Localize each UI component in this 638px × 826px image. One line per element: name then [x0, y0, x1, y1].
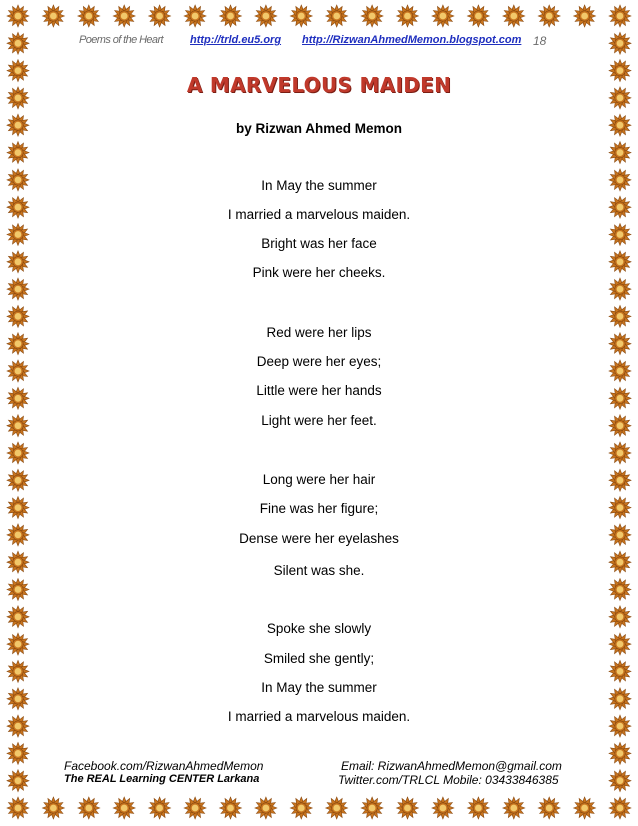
poem-line: In May the summer: [261, 680, 377, 695]
footer-organization: The REAL Learning CENTER Larkana: [64, 773, 260, 785]
poem-byline: by Rizwan Ahmed Memon: [235, 121, 402, 136]
poem-line: Long were her hair: [262, 472, 376, 487]
poem-title: A MARVELOUS MAIDEN: [186, 73, 452, 97]
poem-line: Light were her feet.: [261, 413, 377, 428]
poem-line: Deep were her eyes;: [256, 354, 382, 369]
poem-line: In May the summer: [261, 178, 377, 193]
poem-line: I married a marvelous maiden.: [227, 709, 411, 724]
poem-line: Smiled she gently;: [263, 651, 375, 666]
header-title: Poems of the Heart: [79, 34, 163, 46]
poem-line: Bright was her face: [261, 236, 377, 251]
poem-line: Spoke she slowly: [266, 621, 372, 636]
poem-line: Silent was she.: [273, 563, 365, 578]
poem-line: Red were her lips: [266, 325, 372, 340]
header-link-blog[interactable]: http://RizwanAhmedMemon.blogspot.com: [302, 34, 522, 46]
footer-facebook[interactable]: Facebook.com/RizwanAhmedMemon: [64, 759, 264, 773]
poem-line: Fine was her figure;: [259, 501, 379, 516]
page-number: 18: [533, 34, 547, 48]
footer-twitter-mobile: Twitter.com/TRLCL Mobile: 03433846385: [338, 773, 559, 787]
poem-line: Pink were her cheeks.: [252, 265, 386, 280]
poem-line: I married a marvelous maiden.: [227, 207, 411, 222]
poem-line: Little were her hands: [256, 383, 382, 398]
footer-email[interactable]: Email: RizwanAhmedMemon@gmail.com: [341, 759, 562, 773]
poem-line: Dense were her eyelashes: [239, 531, 399, 546]
header-link-trld[interactable]: http://trld.eu5.org: [190, 34, 282, 46]
